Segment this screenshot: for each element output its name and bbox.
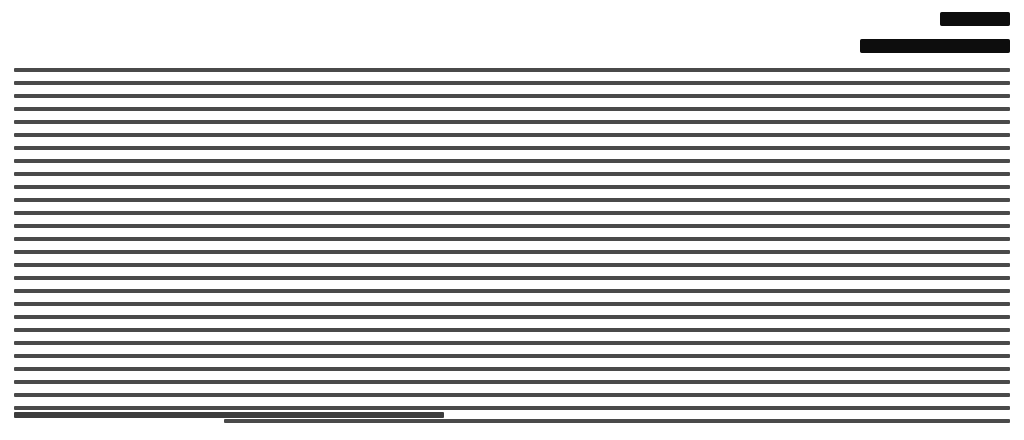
header (14, 6, 1010, 32)
text-line (14, 107, 1010, 111)
text-line (14, 172, 1010, 176)
text-line (14, 94, 1010, 98)
text-line (14, 393, 1010, 397)
text-line (14, 185, 1010, 189)
text-line (14, 211, 1010, 215)
text-line (14, 224, 1010, 228)
title (14, 36, 1010, 56)
title-text (860, 39, 1010, 53)
text-line (14, 68, 1010, 72)
footer-signature-line (14, 412, 444, 418)
text-line (14, 133, 1010, 137)
text-line (14, 120, 1010, 124)
text-line (14, 146, 1010, 150)
text-line (14, 250, 1010, 254)
text-line (14, 159, 1010, 163)
text-line (14, 367, 1010, 371)
footer (14, 404, 1010, 426)
text-line (14, 289, 1010, 293)
text-line (14, 276, 1010, 280)
text-line (14, 341, 1010, 345)
header-text (940, 12, 1010, 26)
text-line (14, 315, 1010, 319)
text-line (14, 328, 1010, 332)
notice-body (14, 68, 1010, 432)
text-line (14, 198, 1010, 202)
text-line (14, 81, 1010, 85)
text-line (14, 380, 1010, 384)
text-line (14, 354, 1010, 358)
text-line (14, 263, 1010, 267)
text-line (14, 302, 1010, 306)
text-line (14, 237, 1010, 241)
